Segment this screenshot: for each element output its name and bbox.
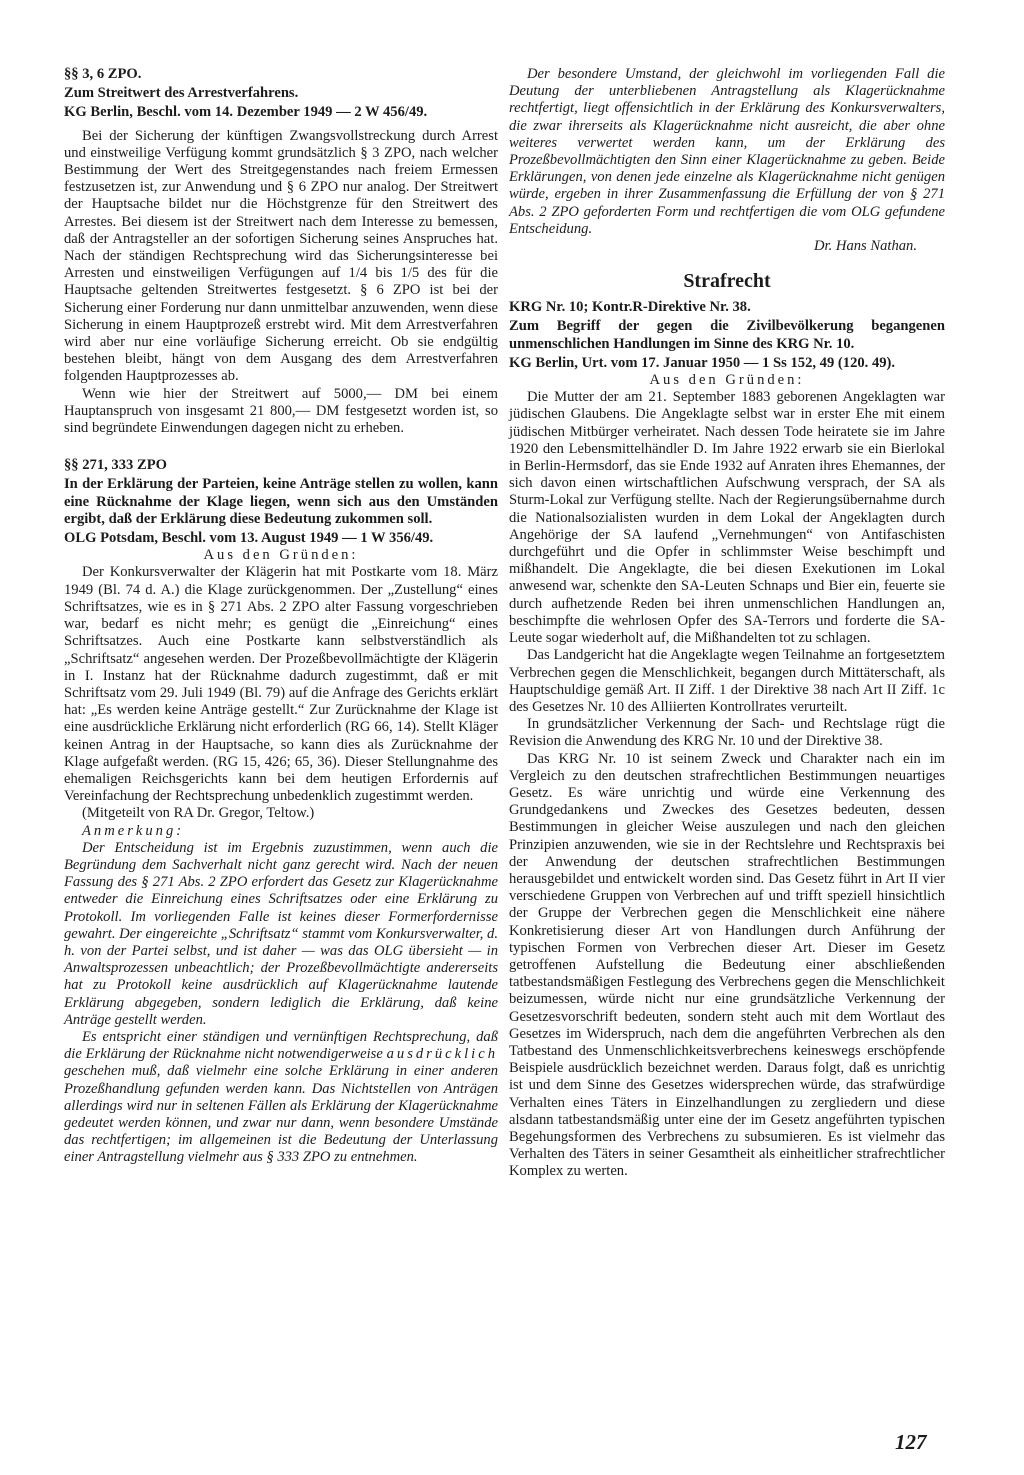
court-citation: KG Berlin, Urt. vom 17. Januar 1950 — 1 Ss 152, 49 (120. 49). bbox=[509, 354, 896, 371]
grounds-heading: Aus den Gründen: bbox=[203, 547, 359, 564]
communicated-by: (Mitgeteilt von RA Dr. Gregor, Teltow.) bbox=[82, 805, 315, 822]
court-citation: KG Berlin, Beschl. vom 14. Dezember 1949 — 2 W 456/49. bbox=[64, 104, 428, 121]
section-heading: Strafrecht bbox=[683, 270, 771, 293]
annotation-author: Dr. Hans Nathan. bbox=[814, 238, 917, 255]
statute-reference: §§ 271, 333 ZPO bbox=[64, 457, 167, 474]
annotation-paragraph bbox=[64, 1029, 498, 1167]
annotation-text: Es entspricht einer ständigen und vernünftigen Rechtsprechung, daß die Erklärung der Rücknahme nicht notwendigerweise bbox=[64, 1028, 498, 1063]
left-column bbox=[64, 66, 498, 1167]
annotation-paragraph: Der besondere Umstand, der gleichwohl im vorliegenden Fall die Deutung der unterbliebenen Antragstellung als Klagerücknahme rechtfertigt, liegt offensichtlich in der Erklärung des Konkursverwalters, die zwar ihrerseits als Klagerücknahme nicht ausreicht, die aber ohne weiteres verwertet werden kann, um der Erklärung des Prozeßbevollmächtigten den Sinn einer Klagerücknahme zu geben. Beide Erklärungen, von denen jede einzelne als Klagerücknahme nicht genügen würde, ergeben in ihrer Zusammenfassung die Erfüllung der von § 271 Abs. 2 ZPO geforderten Form und rechtfertigen die vom OLG gefundene Entscheidung. bbox=[509, 66, 945, 237]
court-citation: OLG Potsdam, Beschl. vom 13. August 1949 — 1 W 356/49. bbox=[64, 530, 434, 547]
headnote: In der Erklärung der Parteien, keine Anträge stellen zu wollen, kann eine Rücknahme der Klage liegen, wenn sich aus den Umständen ergibt, daß der Erklärung diese Bedeutung zukommen soll. bbox=[64, 476, 498, 527]
annotation-text: geschehen muß, daß vielmehr eine solche Erklärung in einer anderen Prozeßhandlung gefunden werden kann. Das Nichtstellen von Anträgen allerdings wird nur in seltenen Fällen als Erklärung der Klagerücknahme gedeutet werden können, und zwar nur dann, wenn besondere Umstände das rechtfertigen; im allgemeinen ist die Bedeutung der Unterlassung einer Antragstellung vielmehr aus § 333 ZPO zu entnehmen. bbox=[64, 1063, 498, 1166]
paragraph: Wenn wie hier der Streitwert auf 5000,— DM bei einem Hauptanspruch von insgesamt 21 800,— DM festgesetzt worden ist, so sind begründete Einwendungen dagegen nicht zu erheben. bbox=[64, 385, 498, 437]
emphasized-word: ausdrücklich bbox=[386, 1046, 498, 1063]
statute-reference: KRG Nr. 10; Kontr.R-Direktive Nr. 38. bbox=[509, 299, 751, 316]
annotation-paragraph: Der Entscheidung ist im Ergebnis zuzustimmen, wenn auch die Begründung dem Sachverhalt nicht ganz gerecht wird. Nach der neuen Fassung des § 271 Abs. 2 ZPO erfordert das Gesetz zur Klagerücknahme entweder die Einreichung eines Schriftsatzes oder eine Erklärung zu Protokoll. Im vorliegenden Falle ist keines dieser Formerfordernisse gewahrt. Der eingereichte „Schriftsatz“ stammt vom Konkursverwalter, d. h. von der Partei selbst, und ist daher — was das OLG übersieht — in Anwaltsprozessen unbeachtlich; der Prozeßbevollmächtigte andererseits hat zu Protokoll keine ausdrücklich auf Klagerücknahme lautende Erklärung abgegeben, sondern lediglich die Erklärung, daß keine Anträge gestellt werden. bbox=[64, 839, 498, 1028]
annotation-heading: Anmerkung: bbox=[82, 822, 185, 839]
paragraph: In grundsätzlicher Verkennung der Sach- und Rechtslage rügt die Revision die Anwendung des KRG Nr. 10 und der Direktive 38. bbox=[509, 716, 945, 750]
paragraph: Bei der Sicherung der künftigen Zwangsvollstreckung durch Arrest und einstweilige Verfügung kommt grundsätzlich § 3 ZPO, nach welcher Bestimmung der Wert des Streitgegenstandes nach freiem Ermessen festzusetzen ist, zur Anwendung und § 6 ZPO nur analog. Der Streitwert der Hauptsache bildet nur die Höchstgrenze für den Streitwert des Arrestes. Bei diesem ist der Streitwert nach dem Interesse zu bemessen, daß der Antragsteller an der sofortigen Sicherung seines Anspruches hat. Nach der ständigen Rechtsprechung wird das Sicherungsinteresse bei Arresten und einstweiligen Verfügungen auf 1/4 bis 1/5 des für die Hauptsache geltenden Streitwertes festgesetzt. § 6 ZPO ist bei der Sicherung einer Forderung nur dann unmittelbar anzuwenden, wenn diese Sicherung in einem Hauptprozeß erstrebt wird. Mit dem Arrestverfahren wird aber nur eine vorläufige Sicherung erreicht. Ob sie endgültig bestehen bleibt, hängt von dem Ausgang des dem Arrestverfahren folgenden Hauptprozesses ab. bbox=[64, 127, 498, 385]
statute-reference: §§ 3, 6 ZPO. bbox=[64, 66, 142, 82]
paragraph: Der Konkursverwalter der Klägerin hat mit Postkarte vom 18. März 1949 (Bl. 74 d. A.) die Klage zurückgenommen. Der „Zustellung“ eines Schriftsatzes, wie es in § 271 Abs. 2 ZPO alter Fassung vorgeschrieben war, bedarf es nicht mehr; es genügt die „Einreichung“ eines Schriftsatzes. Auch eine Postkarte kann selbstverständlich als „Schriftsatz“ angesehen werden. Der Prozeßbevollmächtigte der Klägerin in I. Instanz hat der Rücknahme dadurch zugestimmt, daß er mit Schriftsatz vom 29. Juli 1949 (Bl. 79) auf die Anfrage des Gerichts erklärt hat: „Es werden keine Anträge gestellt.“ Zur Zurücknahme der Klage ist eine ausdrückliche Erklärung nicht erforderlich (RG 66, 14). Stellt Kläger keinen Antrag in der Hauptsache, so kann dies als Zurücknahme der Klage aufgefaßt werden. (RG 15, 426; 65, 36). Dieser Stellungnahme des ehemaligen Reichsgerichts kann bei dem heutigen Erfordernis auf Vereinfachung der Rechtsprechung unbedenklich zugestimmt werden. bbox=[64, 564, 498, 805]
page-number: 127 bbox=[895, 1430, 927, 1454]
paragraph: Das Landgericht hat die Angeklagte wegen Teilnahme an fortgesetztem Verbrechen gegen die Menschlichkeit, begangen durch Mittäterschaft, als Hauptschuldige gemäß Art. II Ziff. 1 der Direktive 38 nach Art II Ziff. 1c des Gesetzes Nr. 10 des Alliierten Kontrollrates verurteilt. bbox=[509, 647, 945, 715]
headnote: Zum Begriff der gegen die Zivilbevölkerung begangenen unmenschlichen Handlungen im Sinne des KRG Nr. 10. bbox=[509, 318, 945, 352]
grounds-heading: Aus den Gründen: bbox=[649, 372, 805, 389]
paragraph: Das KRG Nr. 10 ist seinem Zweck und Charakter nach ein im Vergleich zu den deutschen strafrechtlichen Bestimmungen neuartiges Gesetz. Es wäre unrichtig und würde eine Verkennung des Grundgedankens und Zweckes des Gesetzes bedeuten, dessen Bestimmungen in gleicher Weise auszulegen und nach den gleichen Prinzipien anzuwenden, wie sie in der Rechtslehre und Rechtspraxis bei der Anwendung der deutschen strafrechtlichen Bestimmungen herausgebildet und entwickelt worden sind. Das Gesetz führt in Art II vier verschiedene Gruppen von Verbrechen auf und trifft speziell hinsichtlich der Gruppe der Verbrechen gegen die Menschlichkeit eine nähere Konkretisierung dieser Art von Handlungen durch Anführung der typischen Formen von Verbrechen dieser Art. Dieser im Gesetz getroffenen Aufstellung die Bedeutung einer abschließenden tatbestandsmäßigen Festlegung des Verbrechens gegen die Menschlichkeit beizumessen, würde nicht nur eine grundsätzliche Verkennung der Gesetzesvorschrift bedeuten, sondern steht auch mit dem Wortlaut des Gesetzes im Widerspruch, nach dem die angeführten Verbrechen als den Tatbestand des Unmenschlichkeitsverbrechens keineswegs erschöpfende Beispiele ausdrücklich bezeichnet werden. Daraus folgt, daß es unrichtig ist und dem Sinne des Gesetzes widersprechen würde, das strafwürdige Verhalten eines Täters in Einzelhandlungen zu zergliedern und diese alsdann tatbestandsmäßig unter eine der im Gesetz angeführten typischen Begehungsformen des Verbrechens zu subsumieren. Es ist vielmehr das Verhalten des Täters in seiner Gesamtheit als einheitlicher strafrechtlicher Komplex zu werten. bbox=[509, 750, 945, 1180]
right-column bbox=[509, 66, 945, 1181]
headnote: Zum Streitwert des Arrestverfahrens. bbox=[64, 85, 299, 102]
paragraph: Die Mutter der am 21. September 1883 geborenen Angeklagten war jüdischen Glaubens. Die Angeklagte selbst war in erster Ehe mit einem jüdischen Mitbürger verheiratet. Nach dessen Tode heiratete sie im Jahre 1920 den Lebensmittelhändler D. Im Jahre 1922 erwarb sie ein Bierlokal in Berlin-Hermsdorf, das sie Ende 1932 auf Anraten ihres Ehemannes, der sich davon einen wirtschaftlichen Aufschwung versprach, der SA als Sturm-Lokal zur Verfügung stellte. Nach der Regierungsübernahme durch die Nationalsozialisten wurden in dem Lokal der Angeklagten durch Angehörige der SA laufend „Vernehmungen“ von Antifaschisten durchgeführt und die Opfer in schlimmster Weise beschimpft und mißhandelt. Die Angeklagte, die bei diesen Exekutionen im Lokal anwesend war, schenkte den SA-Leuten Schnaps und Bier ein, feuerte sie durch aufhetzende Reden bei ihren unmenschlichen Handlungen an, beschimpfte die wehrlosen Opfer des SA-Terrors und forderte die SA-Leute sogar wiederholt auf, die Mißhandelten tot zu schlagen. bbox=[509, 389, 945, 647]
